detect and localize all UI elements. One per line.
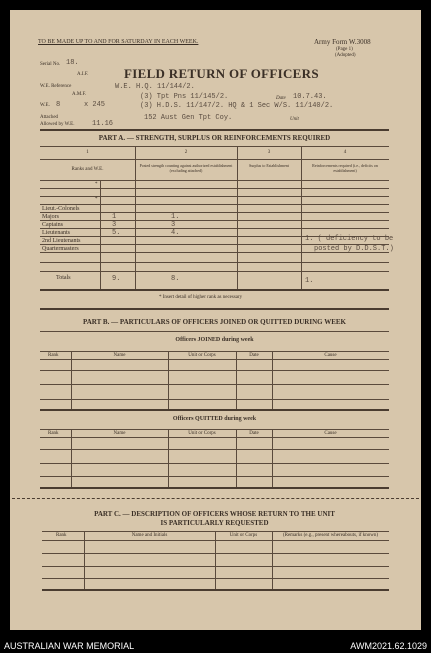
- col-cause: Cause: [324, 431, 337, 436]
- we-value: 1: [112, 213, 117, 221]
- we-value: 5.: [112, 229, 121, 237]
- col-header-posted: Posted strength counting against authorized establishment (excluding attached): [139, 163, 233, 173]
- top-note: TO BE MADE UP TO AND FOR SATURDAY IN EACH WEEK.: [38, 39, 199, 45]
- attached-label: Attached: [40, 115, 59, 120]
- grid-line: [42, 589, 389, 591]
- col-header-ranks: Ranks and W.E.: [71, 167, 104, 172]
- col-rank: Rank: [56, 533, 67, 538]
- grid-line: [40, 159, 389, 160]
- grid-col: [71, 351, 72, 409]
- we-label: W.E.: [40, 103, 50, 108]
- col-remarks: (Remarks (e.g., present whereabouts, if known): [282, 533, 379, 538]
- grid-col: [237, 146, 238, 289]
- page-title: FIELD RETURN OF OFFICERS: [124, 66, 319, 81]
- grid-line: [40, 399, 389, 400]
- total-we: 9.: [112, 275, 121, 283]
- grid-line: [40, 487, 389, 489]
- grid-line: [40, 409, 389, 411]
- rank-label: Lieutenants: [42, 230, 70, 236]
- aif-label: A.I.F.: [77, 72, 89, 77]
- grid-col: [168, 351, 169, 409]
- grid-line: [40, 370, 389, 371]
- footer-accession: AWM2021.62.1029: [350, 641, 427, 651]
- grid-line: [40, 228, 389, 229]
- col-name: Name: [113, 353, 126, 358]
- grid-col: [272, 531, 273, 589]
- reinforcement-note: posted by D.D.S.T.): [314, 245, 394, 253]
- grid-line: [40, 463, 389, 464]
- totals-label: Totals: [56, 275, 71, 281]
- part-b-top-rule: [40, 308, 389, 310]
- grid-col: [135, 146, 136, 289]
- grid-line: [40, 204, 389, 205]
- rank-label: Captains: [42, 222, 63, 228]
- grid-col: [301, 146, 302, 289]
- we-prefix: 8: [56, 101, 61, 109]
- grid-line: [40, 196, 389, 197]
- ref-line-3: (3) H.D.S. 11/147/2. HQ & 1 Sec W/S. 11/140/2.: [140, 102, 334, 110]
- col-date: Date: [249, 353, 259, 358]
- grid-col: [84, 531, 85, 589]
- grid-line: [40, 437, 389, 438]
- col-name: Name: [113, 431, 126, 436]
- grid-line: [40, 212, 389, 213]
- total-reinforcements: 1.: [305, 277, 314, 285]
- col-number-1: 1: [86, 150, 89, 155]
- col-cause: Cause: [324, 353, 337, 358]
- rank-label: Quartermasters: [42, 246, 79, 252]
- grid-line: [40, 262, 389, 263]
- col-rank: Rank: [48, 431, 59, 436]
- grid-col: [272, 351, 273, 409]
- total-posted: 8.: [171, 275, 180, 283]
- grid-line: [40, 289, 389, 291]
- grid-line: [40, 271, 389, 272]
- allowed-label: Allowed by W.E.: [40, 122, 75, 127]
- form-id: Army Form W.3008: [314, 38, 371, 46]
- ref-line-2: (3) Tpt Pns 11/145/2.: [140, 93, 229, 101]
- star-marker: *: [95, 182, 98, 187]
- col-date: Date: [249, 431, 259, 436]
- reinforcement-note: 1. ( deficiency to be: [305, 235, 394, 243]
- we-x: x 245: [84, 101, 106, 109]
- grid-line: [40, 331, 389, 332]
- col-name-initials: Name and Initials: [131, 533, 168, 538]
- we-value: 3: [112, 221, 117, 229]
- grid-col: [168, 429, 169, 487]
- grid-col: [236, 429, 237, 487]
- grid-line: [40, 384, 389, 385]
- part-a-top-rule: [40, 129, 389, 131]
- joined-title: Officers JOINED during week: [175, 337, 254, 343]
- unit-value: 152 Aust Gen Tpt Coy.: [144, 114, 233, 122]
- col-unit: Unit or Corps: [229, 533, 258, 538]
- grid-col: [71, 429, 72, 487]
- grid-col: [236, 351, 237, 409]
- col-unit: Unit or Corps: [188, 353, 216, 358]
- rank-label: Lieut.-Colonels: [42, 206, 80, 212]
- part-a-heading: PART A. — STRENGTH, SURPLUS OR REINFORCEMENTS REQUIRED: [98, 134, 331, 142]
- col-unit: Unit or Corps: [188, 431, 216, 436]
- grid-line: [40, 449, 389, 450]
- rank-label: Majors: [42, 214, 59, 220]
- footer-institution: AUSTRALIAN WAR MEMORIAL: [4, 641, 135, 651]
- form-adopted: (Adopted): [335, 53, 356, 58]
- ref-label: W.E. Reference: [40, 84, 72, 89]
- allowed-value: 11.16: [92, 120, 114, 128]
- grid-line: [40, 476, 389, 477]
- col-rank: Rank: [48, 353, 59, 358]
- col-number-4: 4: [343, 150, 347, 155]
- posted-value: 4.: [171, 229, 180, 237]
- serial-label: Serial No.: [40, 62, 61, 67]
- col-number-3: 3: [267, 150, 271, 155]
- grid-line: [40, 220, 389, 221]
- part-c-heading: PART C. — DESCRIPTION OF OFFICERS WHOSE RETURN TO THE UNIT: [94, 510, 335, 518]
- grid-line: [40, 188, 389, 189]
- unit-label: Unit: [290, 117, 299, 122]
- serial-value: 18.: [66, 59, 79, 67]
- grid-line: [40, 359, 389, 360]
- grid-col: [215, 531, 216, 589]
- col-header-surplus: Surplus to Establishment: [249, 163, 289, 168]
- grid-col: [100, 180, 101, 289]
- star-marker: *: [95, 197, 98, 202]
- grid-line: [40, 180, 389, 181]
- form-page: (Page 1): [336, 47, 353, 52]
- quitted-title: Officers QUITTED during week: [172, 416, 257, 422]
- posted-value: 1.: [171, 213, 180, 221]
- grid-line: [40, 429, 389, 430]
- posted-value: 3: [171, 221, 176, 229]
- grid-line: [40, 351, 389, 352]
- grid-col: [272, 429, 273, 487]
- part-b-heading: PART B. — PARTICULARS OF OFFICERS JOINED OR QUITTED DURING WEEK: [82, 318, 346, 326]
- part-a-rule: [40, 146, 389, 147]
- perforation-line: [12, 498, 419, 499]
- part-c-heading-2: IS PARTICULARLY REQUESTED: [160, 519, 269, 527]
- amf-label: A.M.F.: [72, 92, 87, 97]
- date-value: 10.7.43.: [293, 93, 327, 101]
- ref-value: W.E. H.Q. 11/144/2.: [115, 83, 195, 91]
- date-label: Date: [276, 96, 286, 101]
- col-number-2: 2: [184, 150, 188, 155]
- rank-label: 2nd Lieutenants: [42, 238, 81, 244]
- footnote: * Insert detail of higher rank as necessary: [159, 295, 243, 300]
- col-header-reinforcements: Reinforcements required (i.e., deficits on establishment): [312, 163, 378, 173]
